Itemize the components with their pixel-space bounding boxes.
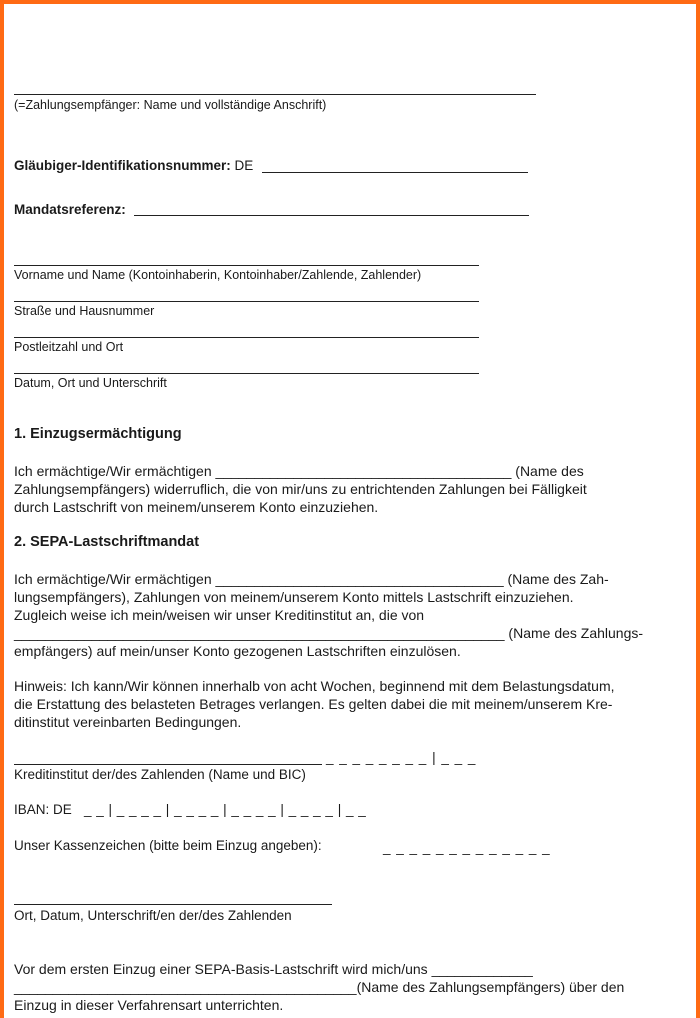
bank-caption: Kreditinstitut der/des Zahlenden (Name und BIC) — [14, 767, 306, 782]
footer-line: ____________________________________________(Name des Zahlungsempfängers) über den — [14, 979, 625, 995]
section1-title: 1. Einzugsermächtigung — [14, 426, 182, 442]
cash-ref-boxes[interactable]: _ _ _ _ _ _ _ _ _ _ _ _ _ — [383, 840, 551, 855]
section2-line: lungsempfängers), Zahlungen von meinem/unserem Konto mittels Lastschrift einzuziehen. — [14, 589, 574, 605]
cash-ref-label: Unser Kassenzeichen (bitte beim Einzug angeben): — [14, 838, 322, 853]
section2-line: Ich ermächtige/Wir ermächtigen _____________________________________ (Name des Zah- — [14, 571, 609, 587]
payee-line[interactable] — [14, 94, 536, 95]
street-caption: Straße und Hausnummer — [14, 304, 155, 318]
iban-label: IBAN: DE — [14, 802, 72, 817]
city-line[interactable] — [14, 337, 479, 338]
payer-name-line[interactable] — [14, 265, 479, 266]
mandate-ref-label: Mandatsreferenz: — [14, 202, 126, 217]
section2-line: Zugleich weise ich mein/weisen wir unser Kreditinstitut an, die von — [14, 607, 425, 623]
footer-line: Vor dem ersten Einzug einer SEPA-Basis-Lastschrift wird mich/uns _____________ — [14, 961, 533, 977]
street-line[interactable] — [14, 301, 479, 302]
bank-name-line[interactable] — [14, 764, 322, 765]
hint-body — [14, 677, 615, 731]
section1-line: durch Lastschrift von meinem/unserem Konto einzuziehen. — [14, 499, 379, 515]
hint-line: die Erstattung des belasteten Betrages verlangen. Es gelten dabei die mit meinem/unserem Kre- — [14, 696, 613, 712]
section2-line: empfängers) auf mein/unser Konto gezogenen Lastschriften einzulösen. — [14, 643, 461, 659]
section2-title: 2. SEPA-Lastschriftmandat — [14, 534, 200, 550]
bic-boxes[interactable]: _ _ _ _ _ _ _ _ | _ _ _ — [326, 750, 477, 765]
section1-body — [14, 462, 587, 516]
footer-line: Einzug in dieser Verfahrensart unterrichten. — [14, 997, 284, 1013]
signature-line[interactable] — [14, 904, 332, 905]
section1-line: Zahlungsempfängers) widerruflich, die von mir/uns zu entrichtenden Zahlungen bei Fälligkeit — [14, 481, 587, 497]
city-caption: Postleitzahl und Ort — [14, 340, 124, 354]
section2-body — [14, 570, 643, 660]
signature-caption: Ort, Datum, Unterschrift/en der/des Zahlenden — [14, 908, 292, 923]
creditor-id-row — [14, 158, 253, 173]
mandate-ref-line[interactable] — [134, 215, 529, 216]
footer-body — [14, 960, 624, 1014]
section1-line: Ich ermächtige/Wir ermächtigen ______________________________________ (Name des — [14, 463, 584, 479]
payer-name-caption: Vorname und Name (Kontoinhaberin, Kontoinhaber/Zahlende, Zahlender) — [14, 268, 422, 282]
date-sign-line[interactable] — [14, 373, 479, 374]
date-sign-caption: Datum, Ort und Unterschrift — [14, 376, 167, 390]
creditor-id-prefix: DE — [234, 158, 254, 173]
iban-boxes[interactable]: _ _ | _ _ _ _ | _ _ _ _ | _ _ _ _ | _ _ _ _ | _ _ — [84, 802, 367, 817]
hint-line: Hinweis: Ich kann/Wir können innerhalb von acht Wochen, beginnend mit dem Belastungsdatum, — [14, 678, 615, 694]
creditor-id-label: Gläubiger-Identifikationsnummer: — [14, 158, 231, 173]
hint-line: ditinstitut vereinbarten Bedingungen. — [14, 714, 242, 730]
payee-caption: (=Zahlungsempfänger: Name und vollständige Anschrift) — [14, 98, 327, 112]
creditor-id-line[interactable] — [262, 172, 528, 173]
section2-line: _______________________________________________________________ (Name des Zahlungs- — [14, 625, 644, 641]
